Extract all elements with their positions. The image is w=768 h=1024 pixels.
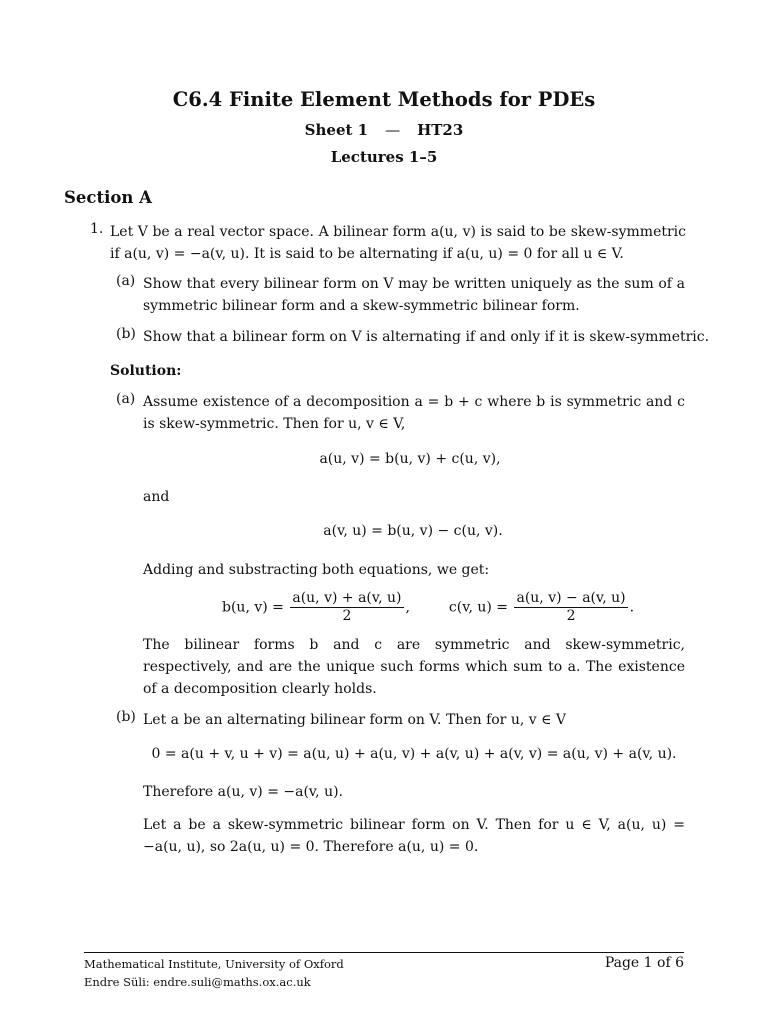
solution-b-para2: Therefore a(u, v) = −a(v, u). [143, 784, 343, 800]
part-a-label: (a) [116, 273, 136, 289]
frac2-denominator: 2 [566, 608, 576, 624]
solution-heading: Solution: [110, 363, 182, 379]
footer-institute: Mathematical Institute, University of Oxford [84, 957, 344, 971]
question-intro: Let V be a real vector space. A bilinear form a(u, v) is said to be skew-symmetric if a(u, v) = −a(v, u). It is said to be alternating if a(u, u) = 0 for all u ∈ V. [110, 224, 686, 262]
frac1-denominator: 2 [342, 608, 352, 624]
connector-and: and [143, 489, 170, 505]
equation-1: a(u, v) = b(u, v) + c(u, v), [319, 451, 501, 467]
solution-b-label: (b) [116, 709, 136, 725]
sheet-line [0, 121, 768, 139]
frac1 [290, 590, 403, 625]
sheet-dash: — [385, 121, 401, 139]
frac1-lhs: b(u, v) = [222, 599, 284, 616]
question-number: 1. [90, 221, 104, 237]
equation-3: 0 = a(u + v, u + v) = a(u, u) + a(u, v) + a(v, u) + a(v, v) = a(u, v) + a(v, u). [151, 746, 677, 762]
frac2 [514, 590, 627, 625]
sheet-number: Sheet 1 [304, 121, 369, 139]
part-a-text: Show that every bilinear form on V may be written uniquely as the sum of a symmetric bilinear form and a skew-symmetric bilinear form. [143, 276, 685, 314]
document-title: C6.4 Finite Element Methods for PDEs [172, 88, 596, 111]
fraction-equations: b(u, v) = $\frac{a(u, v) + a(v, u)}{2}$ , c(v, u) = $\frac{a(u, v) - a(v, u)}{2}$ . [222, 590, 635, 624]
part-b-label: (b) [116, 326, 136, 342]
term-label: HT23 [417, 121, 464, 139]
footer-rule [84, 952, 684, 953]
solution-a-para3: The bilinear forms b and c are symmetric and skew-symmetric, respectively, and are the unique such forms which sum to a. The existence of a decomposition clearly holds. [143, 637, 685, 697]
frac1-numerator: a(u, v) + a(v, u) [292, 590, 402, 606]
solution-a-para2: Adding and substracting both equations, we get: [143, 562, 490, 578]
solution-a-para1: Assume existence of a decomposition a = b + c where b is symmetric and c is skew-symmetric. Then for u, v ∈ V, [143, 394, 685, 432]
part-b-text: Show that a bilinear form on V is alternating if and only if it is skew-symmetric. [143, 329, 710, 345]
page-number: Page 1 of 6 [604, 955, 684, 971]
footer-author: Endre Süli: endre.suli@maths.ox.ac.uk [84, 975, 311, 989]
section-heading: Section A [64, 188, 152, 207]
equation-2: a(v, u) = b(u, v) − c(u, v). [323, 523, 503, 539]
lectures-range: Lectures 1–5 [330, 148, 438, 166]
solution-b-para3: Let a be a skew-symmetric bilinear form on V. Then for u ∈ V, a(u, u) = −a(u, u), so 2a(u, u) = 0. Therefore a(u, u) = 0. [143, 817, 685, 855]
solution-a-label: (a) [116, 391, 136, 407]
frac2-numerator: a(u, v) − a(v, u) [516, 590, 626, 606]
frac2-lhs: c(v, u) = [448, 599, 509, 616]
solution-b-para1: Let a be an alternating bilinear form on V. Then for u, v ∈ V [143, 712, 567, 728]
